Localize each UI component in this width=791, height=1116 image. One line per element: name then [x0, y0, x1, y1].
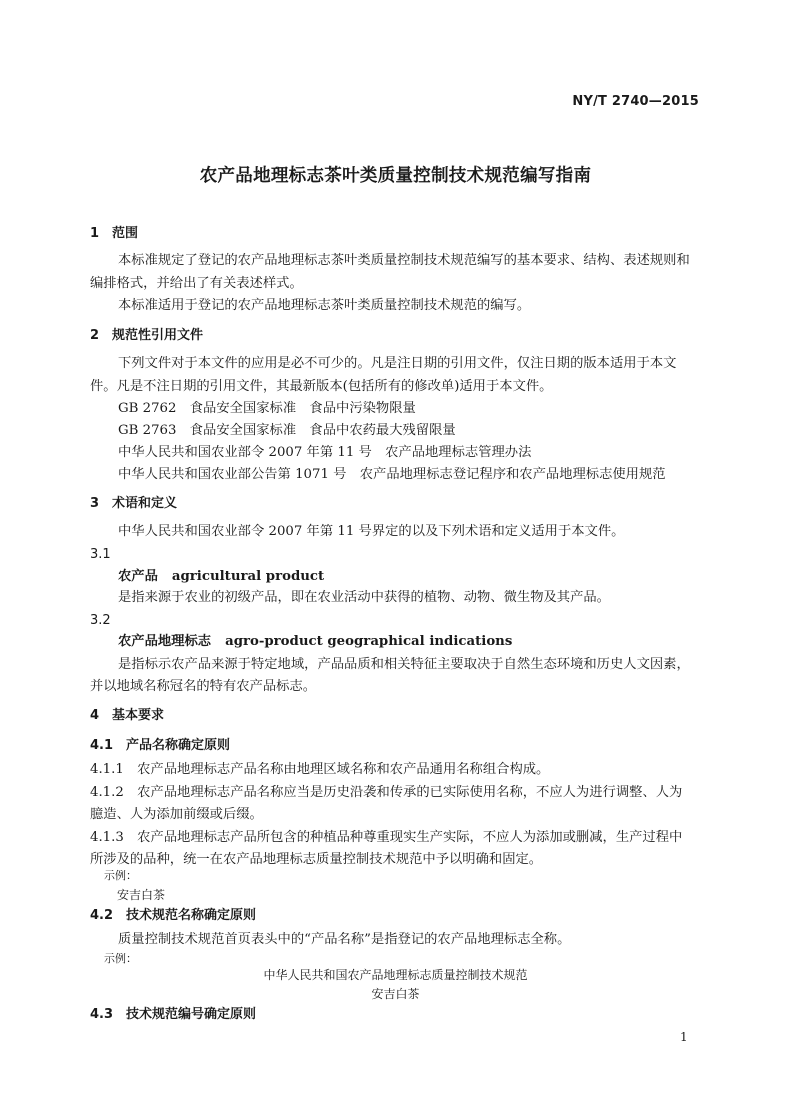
term-3-1-number: 3.1: [90, 547, 111, 562]
term-3-2-definition-line-1: 是指标示农产品来源于特定地域，产品品质和相关特征主要取决于自然生态环境和历史人文因素，: [118, 657, 690, 672]
term-3-1-en: agricultural product: [171, 569, 325, 584]
section-4-3-heading: 4.3 技术规范编号确定原则: [90, 1007, 257, 1022]
term-3-2-en: agro-product geographical indications: [225, 634, 513, 649]
s1-paragraph-2: 本标准适用于登记的农产品地理标志茶叶类质量控制技术规范的编写。: [118, 298, 531, 313]
clause-4-1-2-line-2: 臆造、人为添加前缀或后缀。: [90, 807, 263, 822]
s3-intro: 中华人民共和国农业部令 2007 年第 11 号界定的以及下列术语和定义适用于本文件。: [118, 524, 625, 539]
term-3-2-number: 3.2: [90, 613, 111, 628]
section-3-heading: 3 术语和定义: [90, 496, 178, 511]
document-title: 农产品地理标志茶叶类质量控制技术规范编写指南: [199, 166, 592, 186]
term-3-1-zh: 农产品: [118, 569, 158, 584]
clause-4-1-2-line-1: 4.1.2 农产品地理标志产品名称应当是历史沿袭和传承的已实际使用名称，不应人为进行调整、人为: [90, 785, 683, 800]
term-3-2-zh: 农产品地理标志: [118, 634, 212, 649]
example-line-2: 安吉白茶: [371, 987, 420, 1001]
section-4-1-heading: 4.1 产品名称确定原则: [90, 738, 231, 753]
reference-item: 中华人民共和国农业部令 2007 年第 11 号 农产品地理标志管理办法: [118, 445, 532, 460]
standard-code: NY/T 2740—2015: [572, 94, 699, 109]
example-label: 示例：: [104, 952, 137, 965]
example-text: 安吉白茶: [117, 888, 166, 902]
reference-item: GB 2763 食品安全国家标准 食品中农药最大残留限量: [118, 423, 456, 438]
reference-item: GB 2762 食品安全国家标准 食品中污染物限量: [118, 401, 416, 416]
s4-2-paragraph: 质量控制技术规范首页表头中的“产品名称”是指登记的农产品地理标志全称。: [118, 932, 571, 947]
example-label: 示例：: [104, 869, 137, 882]
clause-4-1-3-line-2: 所涉及的品种，统一在农产品地理标志质量控制技术规范中予以明确和固定。: [90, 852, 543, 867]
section-4-2-heading: 4.2 技术规范名称确定原则: [90, 908, 257, 923]
reference-item: 中华人民共和国农业部公告第 1071 号 农产品地理标志登记程序和农产品地理标志使用规范: [118, 467, 666, 482]
clause-4-1-1: 4.1.1 农产品地理标志产品名称由地理区域名称和农产品通用名称组合构成。: [90, 762, 550, 777]
clause-4-1-3-line-1: 4.1.3 农产品地理标志产品所包含的种植品种尊重现实生产实际，不应人为添加或删减，生产过程中: [90, 830, 683, 845]
section-1-heading: 1 范围: [90, 226, 139, 241]
s2-paragraph-line-2: 件。凡是不注日期的引用文件，其最新版本(包括所有的修改单)适用于本文件。: [90, 379, 553, 394]
term-3-1-name: [118, 568, 324, 586]
s1-paragraph-1-line-2: 编排格式，并给出了有关表述样式。: [90, 276, 303, 291]
term-3-1-definition: 是指来源于农业的初级产品，即在农业活动中获得的植物、动物、微生物及其产品。: [118, 590, 610, 605]
s2-paragraph-line-1: 下列文件对于本文件的应用是必不可少的。凡是注日期的引用文件，仅注日期的版本适用于本文: [118, 356, 677, 371]
term-3-2-name: [118, 633, 512, 651]
page-number: 1: [680, 1030, 688, 1044]
s1-paragraph-1-line-1: 本标准规定了登记的农产品地理标志茶叶类质量控制技术规范编写的基本要求、结构、表述规则和: [118, 253, 690, 268]
example-line-1: 中华人民共和国农产品地理标志质量控制技术规范: [263, 968, 528, 982]
section-4-heading: 4 基本要求: [90, 708, 165, 723]
term-3-2-definition-line-2: 并以地域名称冠名的特有农产品标志。: [90, 679, 317, 694]
section-2-heading: 2 规范性引用文件: [90, 328, 204, 343]
